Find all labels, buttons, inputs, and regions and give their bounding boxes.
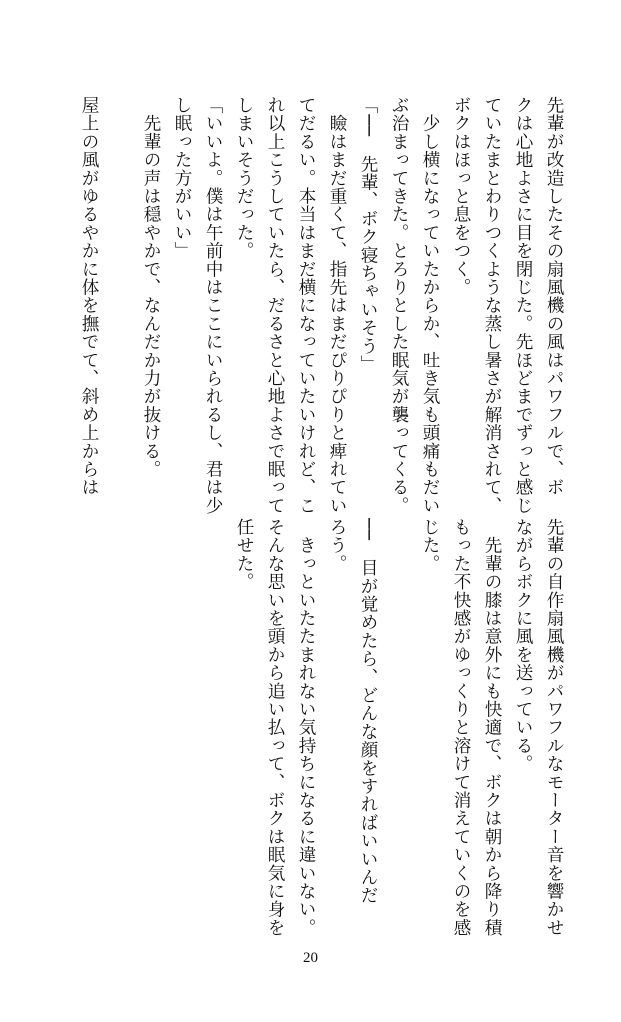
text-line: ── 目が覚めたら、どんな顔をすればいいんだ	[358, 518, 378, 905]
text-line: きっといたたまれない気持ちになるに違いない。	[296, 518, 316, 937]
text-line: ボクはほっと息をつく。	[451, 96, 471, 297]
text-line: 少し横になっていたからか、吐き気も頭痛もだい	[420, 96, 440, 515]
text-line	[104, 96, 135, 496]
page-number: 20	[303, 950, 318, 966]
text-line: てだるい。本当はまだ横になっていたいけれど、こ	[296, 96, 316, 515]
text-line: 先輩の自作扇風機がパワフルなモーター音を響かせ	[544, 518, 564, 937]
text-line: じた。	[420, 518, 440, 573]
text-line: れ以上こうしていたら、だるさと心地よさで眠って	[265, 96, 285, 515]
text-line: クは心地よさに目を閉じた。先ほどまでずっと感じ	[513, 96, 533, 515]
lower-text-block	[228, 518, 569, 937]
text-line: 先輩の声は穏やかで、なんだか力が抜ける。	[141, 96, 161, 479]
text-line: 「いいよ。僕は午前中はここにいられるし、君は少	[203, 96, 223, 515]
text-line: 任せた。	[234, 518, 254, 591]
text-line: 先輩が改造したその扇風機の風はパワフルで、ボ	[544, 96, 564, 497]
text-line: 瞼はまだ重くて、指先はまだぴりぴりと痺れてい	[327, 96, 347, 515]
text-line: 先輩の膝は意外にも快適で、ボクは朝から降り積	[482, 518, 502, 937]
text-line: ろう。	[327, 518, 347, 573]
text-line: ながらボクに風を送っている。	[513, 518, 533, 773]
text-line: 「── 先輩、ボク寝ちゃいそう」	[358, 96, 378, 374]
upper-text-block	[73, 96, 569, 515]
text-line	[383, 518, 414, 928]
text-line: 屋上の風がゆるやかに体を撫でて、斜め上からは	[79, 96, 99, 497]
text-line: し眠った方がいい」	[172, 96, 192, 260]
text-line: しまいそうだった。	[234, 96, 254, 260]
text-line: もった不快感がゆっくりと溶けて消えていくのを感	[451, 518, 471, 937]
text-line: ていたまとわりつくような蒸し暑さが解消されて、	[482, 96, 502, 515]
text-line: ぶ治まってきた。とろりとした眠気が襲ってくる。	[389, 96, 409, 515]
text-line: そんな思いを頭から追い払って、ボクは眠気に身を	[265, 518, 285, 937]
